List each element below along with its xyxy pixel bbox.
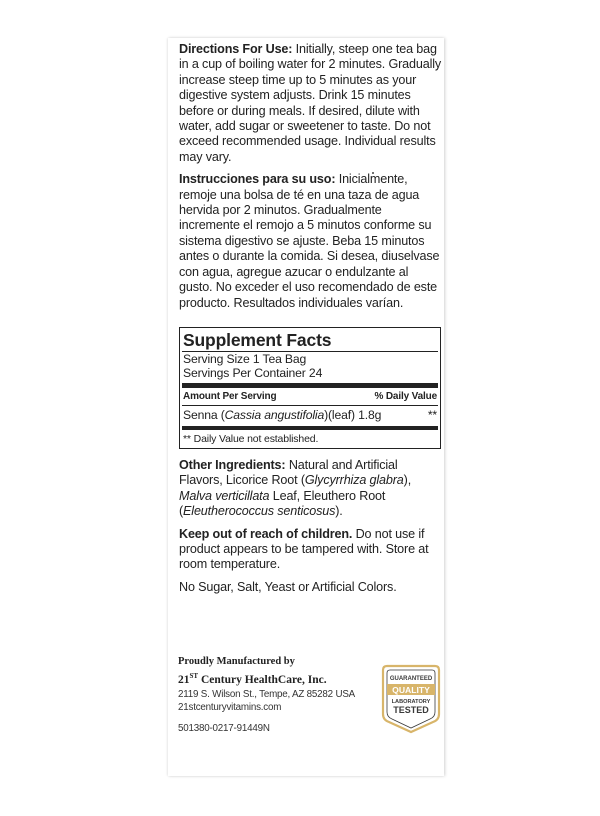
warning-text: Do not use if product appears to be tampered with. Store at room temperature. (179, 526, 429, 572)
other-ingredients-text-1: Natural and Artificial Flavors, Licorice Root ( (179, 457, 398, 488)
licorice-latin: Glycyrrhiza glabra (304, 473, 404, 488)
ingredient-amount: )(leaf) 1.8g (324, 407, 382, 422)
company-address: 2119 S. Wilson St., Tempe, AZ 85282 USA (178, 688, 355, 700)
manufacturer-block (178, 655, 388, 735)
amount-per-serving-header: Amount Per Serving (183, 390, 277, 402)
quality-seal-icon (381, 664, 441, 734)
supplement-facts-box (179, 327, 441, 449)
other-ingredients-text-3: Leaf, Eleuthero Root ( (179, 488, 386, 519)
malva-latin: Malva verticillata (179, 488, 270, 503)
warning (179, 527, 441, 573)
ingredient-daily-value: ** (427, 407, 437, 422)
other-ingredients-text-2: ), (403, 473, 412, 488)
serving-size: Serving Size 1 Tea Bag (183, 351, 307, 366)
directions-english-heading: Directions For Use: (179, 42, 293, 56)
seal-line2-text: TESTED (393, 705, 429, 715)
facts-footnote: ** Daily Value not established. (183, 432, 319, 445)
company-name (178, 669, 388, 688)
other-ingredients-heading: Other Ingredients: (179, 457, 286, 472)
product-code: 501380-0217-91449N (178, 722, 270, 734)
other-ingredients (179, 458, 441, 520)
manufactured-by: Proudly Manufactured by (178, 656, 295, 667)
ingredient-latin-name: Cassia angustifolia (224, 407, 325, 422)
daily-value-header: % Daily Value (374, 390, 437, 402)
directions-english (179, 42, 441, 165)
directions-spanish-heading: Instrucciones para su uso: (179, 172, 336, 187)
directions-spanish-text: Inicialmente, remoje una bolsa de té en una taza de agua hervida por 2 minutos. Gradualmente incremente el remojo a 5 minutos conforme su sistema digestivo se ajuste. Beba 15 minutos antes o durante la comida. Si desea, diuselvase con agua, agregue azucar o endulzante al gusto. No exceder el uso recomendado de este producto. Resultados individuales varían. (179, 172, 440, 310)
company-name-rest: Century HealthCare, Inc. (198, 673, 327, 686)
company-name-suffix: ST (189, 672, 199, 680)
company-name-number: 21 (178, 673, 190, 686)
ingredient-row (182, 406, 438, 430)
seal-top-text: GUARANTEED (389, 676, 433, 682)
directions-spanish (179, 172, 441, 311)
ingredient-name (183, 408, 381, 422)
servings-per-container: Servings Per Container 24 (183, 365, 323, 380)
eleuthero-latin: Eleutherococcus senticosus (183, 504, 336, 519)
other-ingredients-text-4: ). (335, 504, 343, 519)
company-website: 21stcenturyvitamins.com (178, 701, 282, 713)
seal-mid-text: QUALITY (392, 685, 430, 695)
facts-column-header (182, 388, 438, 406)
directions-english-text: Initially, steep one tea bag in a cup of boiling water for 2 minutes. Gradually increase steep time up to 5 minutes as your digestive system adjusts. Drink 15 minutes before or during meals. If desired, dilute with water, add sugar or sweetener to taste. Do not exceed recommended usage. Individual results may vary. (179, 42, 442, 164)
ingredient-name-prefix: Senna ( (183, 407, 225, 422)
supplement-facts-title: Supplement Facts (182, 328, 438, 352)
no-additives: No Sugar, Salt, Yeast or Artificial Colors. (179, 579, 397, 594)
label-content (179, 42, 441, 602)
warning-heading: Keep out of reach of children. (179, 526, 353, 541)
seal-line1-text: LABORATORY (391, 699, 431, 705)
